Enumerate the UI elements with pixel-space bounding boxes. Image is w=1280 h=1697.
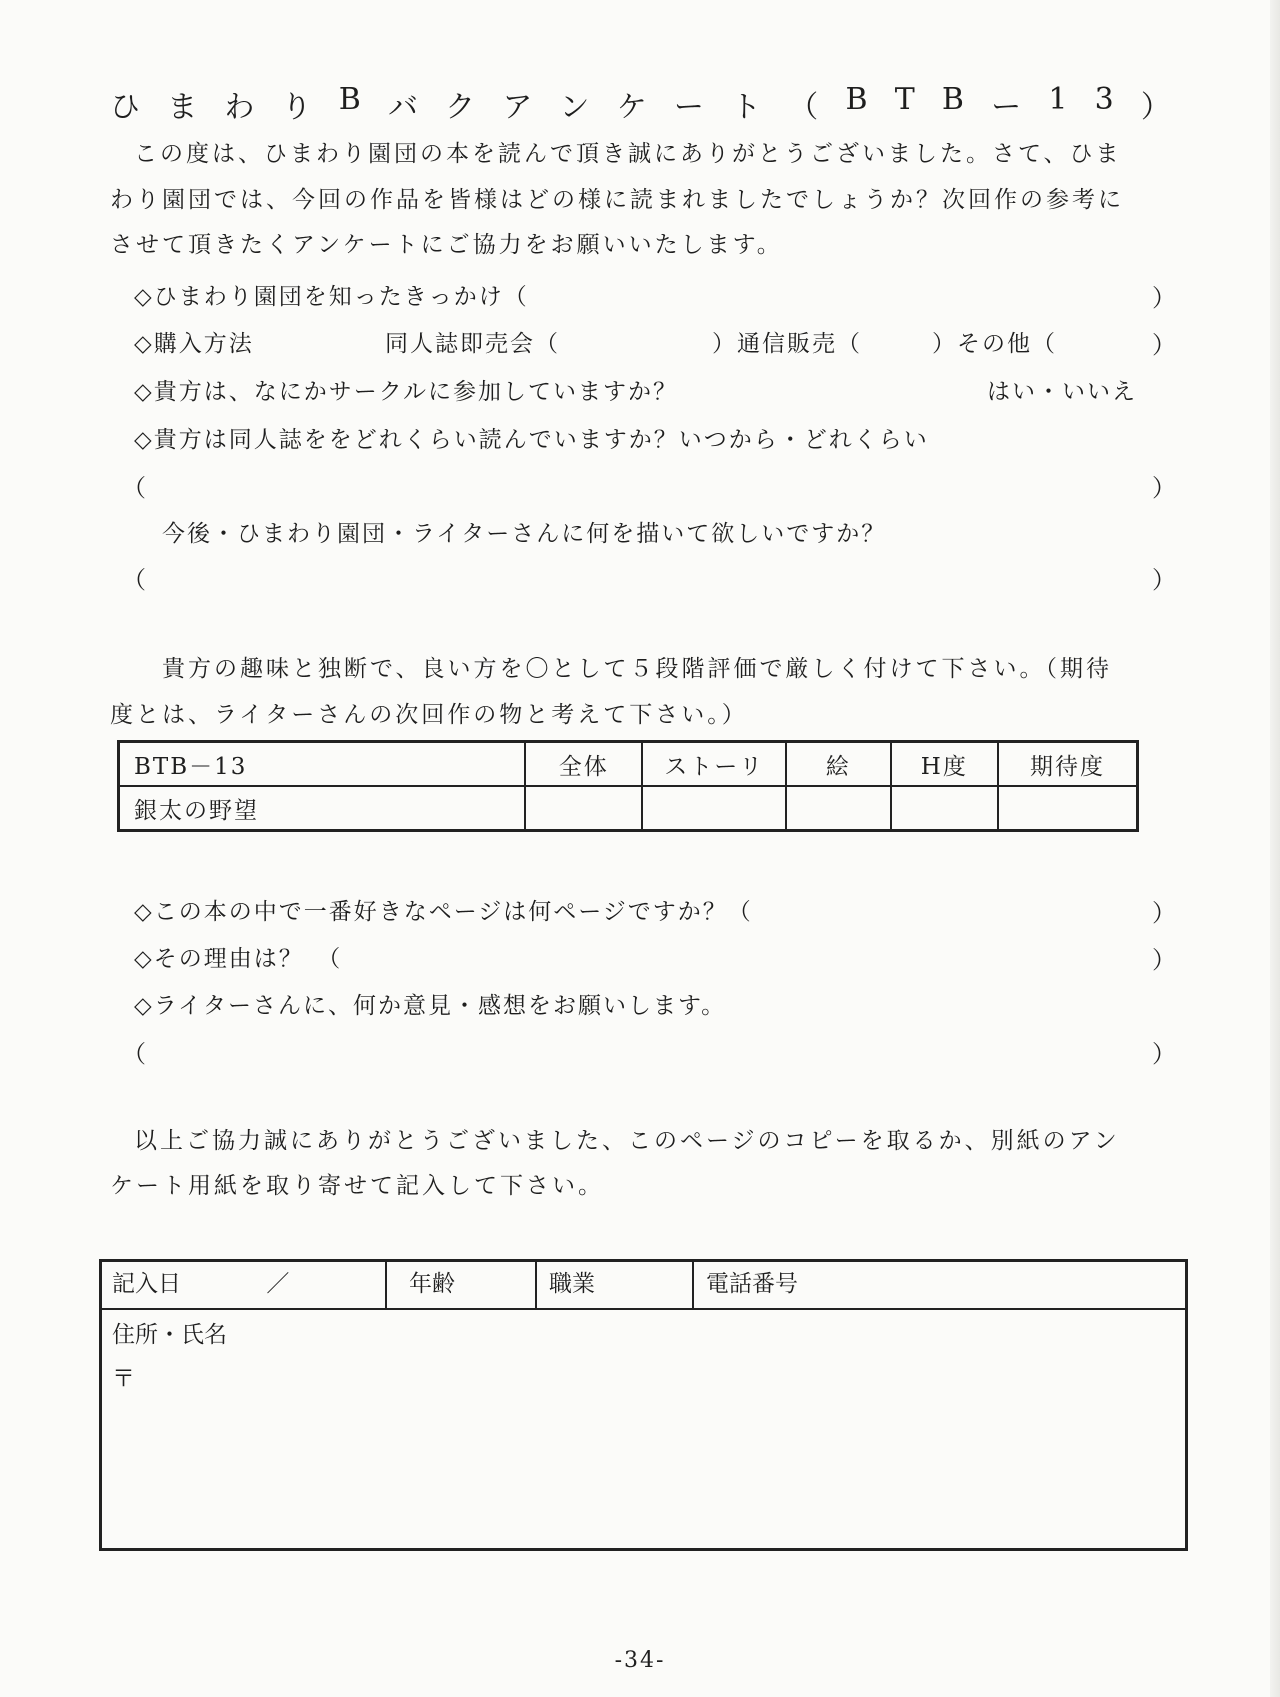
title-char: ン (559, 90, 594, 125)
title-char: B (338, 82, 365, 117)
answer-paren-close: ） (1152, 1040, 1176, 1068)
question-favorite-page: ◇この本の中で一番好きなページは何ページですか？（ (134, 899, 753, 925)
age-label: 年齢 (409, 1271, 455, 1297)
rating-header-h-degree: H度 (891, 742, 998, 787)
answer-paren-close: ） (1152, 946, 1176, 974)
respondent-info-form (99, 1259, 1188, 1551)
title-char: ー (673, 90, 708, 125)
intro-line-2: わり園団では、今回の作品を皆様はどの様に読まれましたでしょうか？次回作の参考に (110, 187, 1124, 213)
rating-cell-story[interactable] (642, 786, 786, 831)
title-char: T (894, 82, 919, 117)
answer-paren-close: ） (1152, 899, 1176, 927)
title-char: ト (731, 90, 766, 125)
address-field[interactable] (102, 1350, 1182, 1545)
answer-paren-open: （ (122, 566, 146, 594)
title-char: （ (788, 90, 823, 125)
occupation-field[interactable] (539, 1262, 679, 1308)
title-char: B (845, 82, 872, 117)
rating-cell-expectation[interactable] (998, 786, 1138, 831)
answer-paren-close: ） (1152, 284, 1176, 312)
title-char: り (281, 90, 316, 125)
purchase-option-other: ）その他（ (932, 331, 1057, 357)
page-number: -34- (614, 1648, 666, 1673)
purchase-option-event: 同人誌即売会（ (385, 331, 560, 357)
rating-header-row (119, 742, 1138, 787)
rating-cell-overall[interactable] (525, 786, 642, 831)
question-future-request: 今後・ひまわり園団・ライターさんに何を描いて欲しいですか？ (162, 521, 887, 547)
question-reading-frequency: ◇貴方は同人誌ををどれくらい読んでいますか？いつから・どれくらい (134, 427, 929, 453)
title-char: B (941, 82, 968, 117)
rating-cell-h-degree[interactable] (891, 786, 998, 831)
page-edge-shadow (1270, 0, 1280, 1697)
title-char: ク (445, 90, 480, 125)
title-char: ） (1140, 90, 1175, 125)
rating-cell-art[interactable] (786, 786, 890, 831)
title-char: ー (991, 90, 1026, 125)
closing-line-1: 以上ご協力誠にありがとうございました、このページのコピーを取るか、別紙のアン (134, 1128, 1120, 1154)
rating-table (117, 740, 1139, 832)
title-char: バ (387, 90, 422, 125)
title-char: ケ (616, 90, 651, 125)
phone-field[interactable] (696, 1262, 1176, 1308)
title-char: 3 (1094, 82, 1118, 117)
title-char: ひ (110, 90, 144, 125)
answer-paren-close: ） (1152, 566, 1176, 594)
rating-intro-line-2: 度とは、ライターさんの次回作の物と考えて下さい。） (110, 702, 748, 728)
intro-line-3: させて頂きたくアンケートにご協力をお願いいたします。 (110, 232, 783, 258)
rating-intro-line-1: 貴方の趣味と独断で、良い方を〇として５段階評価で厳しく付けて下さい。（期待 (162, 656, 1113, 682)
answer-paren-open: （ (122, 474, 146, 502)
title-char: ア (502, 90, 537, 125)
phone-label: 電話番号 (706, 1271, 798, 1297)
postal-mark: 〒 (112, 1366, 135, 1392)
rating-row (119, 786, 1138, 831)
question-circle-membership: ◇貴方は、なにかサークルに参加していますか？ (134, 379, 678, 405)
question-reason: ◇その理由は？ （ (134, 946, 343, 972)
answer-paren-close: ） (1152, 474, 1176, 502)
date-label: 記入日 (112, 1271, 181, 1297)
address-name-label: 住所・氏名 (112, 1322, 227, 1348)
date-field[interactable] (102, 1262, 382, 1308)
rating-header-title: BTB－13 (119, 742, 526, 787)
answer-paren-close: ） (1152, 331, 1176, 359)
rating-header-overall: 全体 (525, 742, 642, 787)
title-char: 1 (1048, 82, 1072, 117)
occupation-label: 職業 (549, 1271, 595, 1297)
question-purchase-method: ◇購入方法 (134, 331, 254, 357)
purchase-option-mail-order: ）通信販売（ (712, 331, 862, 357)
closing-line-2: ケート用紙を取り寄せて記入して下さい。 (110, 1173, 604, 1199)
yes-no-answer: はい・いいえ (987, 379, 1137, 405)
page-title (110, 82, 1175, 126)
title-char: わ (224, 90, 259, 125)
rating-work-title: 銀太の野望 (119, 786, 526, 831)
title-char: ま (167, 90, 202, 125)
rating-header-story: ストーリ (642, 742, 786, 787)
intro-line-1: この度は、ひまわり園団の本を読んで頂き誠にありがとうございました。さて、ひま (134, 141, 1122, 167)
question-feedback: ◇ライターさんに、何か意見・感想をお願いします。 (134, 993, 727, 1019)
question-how-known: ◇ひまわり園団を知ったきっかけ（ (134, 284, 529, 310)
date-separator: ／ (266, 1271, 290, 1297)
rating-header-expectation: 期待度 (998, 742, 1138, 787)
info-form-header (102, 1262, 1185, 1310)
answer-paren-open: （ (122, 1040, 146, 1068)
rating-header-art: 絵 (786, 742, 890, 787)
age-field[interactable] (399, 1262, 539, 1308)
